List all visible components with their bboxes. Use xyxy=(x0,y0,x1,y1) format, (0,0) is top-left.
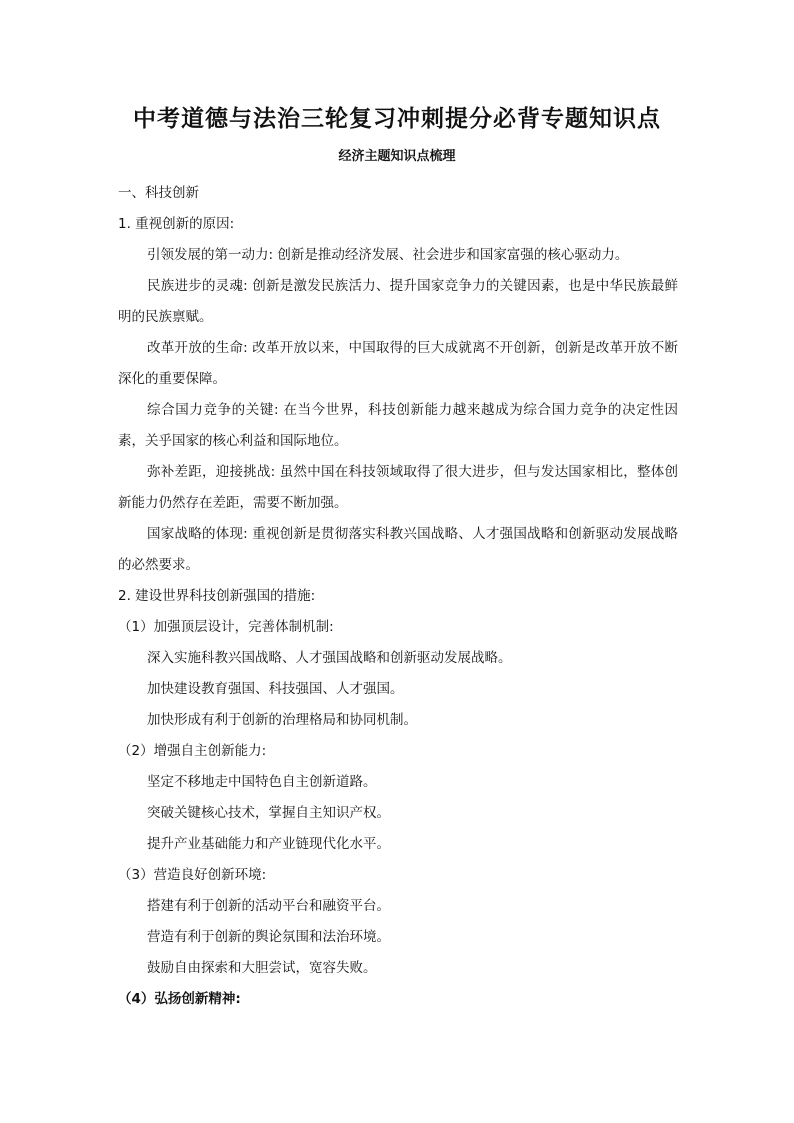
paragraph: 国家战略的体现: 重视创新是贯彻落实科教兴国战略、人才强国战略和创新驱动发展战略的必然要求。 xyxy=(118,526,678,573)
document-title: 中考道德与法治三轮复习冲刺提分必背专题知识点 xyxy=(133,105,661,132)
list-item: 加快形成有利于创新的治理格局和协同机制。 xyxy=(147,712,417,728)
list-item: 坚定不移地走中国特色自主创新道路。 xyxy=(147,774,377,790)
subsection-heading: （1）加强顶层设计，完善体制机制: xyxy=(118,619,334,635)
document-body xyxy=(118,178,678,1015)
subsection-heading: （4）弘扬创新精神: xyxy=(118,991,241,1007)
paragraph: 引领发展的第一动力: 创新是推动经济发展、社会进步和国家富强的核心驱动力。 xyxy=(147,247,629,263)
paragraph: 改革开放的生命: 改革开放以来，中国取得的巨大成就离不开创新，创新是改革开放不断深化的重要保障。 xyxy=(118,340,678,387)
paragraph: 综合国力竞争的关键: 在当今世界，科技创新能力越来越成为综合国力竞争的决定性因素，关乎国家的核心利益和国际地位。 xyxy=(118,402,678,449)
paragraph: 弥补差距，迎接挑战: 虽然中国在科技领域取得了很大进步，但与发达国家相比，整体创新能力仍然存在差距，需要不断加强。 xyxy=(118,464,678,511)
list-item: 鼓励自由探索和大胆尝试，宽容失败。 xyxy=(147,960,377,976)
section-heading: 一、科技创新 xyxy=(118,185,199,201)
list-item: 营造有利于创新的舆论氛围和法治环境。 xyxy=(147,929,390,945)
subsection-heading: （3）营造良好创新环境: xyxy=(118,867,267,883)
list-item: 提升产业基础能力和产业链现代化水平。 xyxy=(147,836,390,852)
list-item: 深入实施科教兴国战略、人才强国战略和创新驱动发展战略。 xyxy=(147,650,512,666)
question-heading: 1. 重视创新的原因: xyxy=(118,216,235,232)
list-item: 搭建有利于创新的活动平台和融资平台。 xyxy=(147,898,390,914)
list-item: 加快建设教育强国、科技强国、人才强国。 xyxy=(147,681,404,697)
question-heading: 2. 建设世界科技创新强国的措施: xyxy=(118,588,316,604)
paragraph: 民族进步的灵魂: 创新是激发民族活力、提升国家竞争力的关键因素，也是中华民族最鲜明的民族禀赋。 xyxy=(118,278,678,325)
document-subtitle: 经济主题知识点梳理 xyxy=(338,149,456,164)
subsection-heading: （2）增强自主创新能力: xyxy=(118,743,267,759)
list-item: 突破关键核心技术，掌握自主知识产权。 xyxy=(147,805,390,821)
